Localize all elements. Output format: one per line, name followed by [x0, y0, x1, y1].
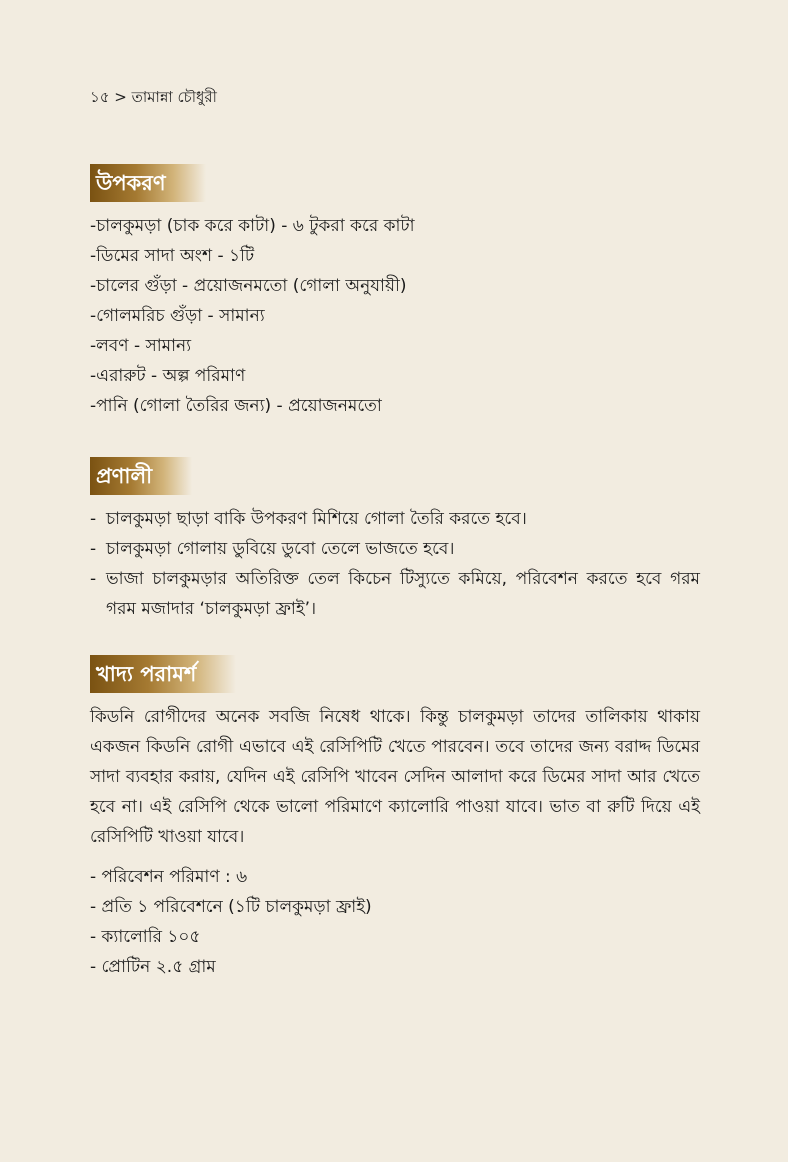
fact-item: - প্রতি ১ পরিবেশনে (১টি চালকুমড়া ফ্রাই)	[90, 897, 372, 917]
nutrition-facts	[90, 862, 372, 982]
step-text: চালকুমড়া গোলায় ডুবিয়ে ডুবো তেলে ভাজতে হবে।	[106, 539, 455, 559]
method-step	[90, 504, 700, 534]
method-steps	[90, 504, 700, 624]
advice-heading: খাদ্য পরামর্শ	[90, 655, 236, 693]
step-dash: -	[90, 569, 97, 589]
advice-paragraph: কিডনি রোগীদের অনেক সবজি নিষেধ থাকে। কিন্তু চালকুমড়া তাদের তালিকায় থাকায় একজন কিডনি রোগী এভাবে এই রেসিপিটি খেতে পারবেন। তবে তাদের জন্য বরাদ্দ ডিমের সাদা ব্যবহার করায়, যেদিন এই রেসিপি খাবেন সেদিন আলাদা করে ডিমের সাদা আর খেতে হবে না। এই রেসিপি থেকে ভালো পরিমাণে ক্যালোরি পাওয়া যাবে। ভাত বা রুটি দিয়ে এই রেসিপিটি খাওয়া যাবে।	[90, 707, 700, 847]
ingredients-list	[90, 211, 415, 421]
method-heading: প্রণালী	[90, 457, 192, 495]
step-dash: -	[90, 539, 97, 559]
fact-item: - পরিবেশন পরিমাণ : ৬	[90, 867, 248, 887]
page-header: ১৫ > তামান্না চৌধুরী	[90, 88, 217, 106]
ingredient-item: -পানি (গোলা তৈরির জন্য) - প্রয়োজনমতো	[90, 396, 382, 416]
fact-item: - প্রোটিন ২.৫ গ্রাম	[90, 957, 216, 977]
step-text: চালকুমড়া ছাড়া বাকি উপকরণ মিশিয়ে গোলা তৈরি করতে হবে।	[106, 509, 527, 529]
ingredient-item: -গোলমরিচ গুঁড়া - সামান্য	[90, 306, 265, 326]
method-step	[90, 534, 700, 564]
ingredient-item: -চালকুমড়া (চাক করে কাটা) - ৬ টুকরা করে কাটা	[90, 216, 415, 236]
fact-item: - ক্যালোরি ১০৫	[90, 927, 201, 947]
ingredient-item: -লবণ - সামান্য	[90, 336, 192, 356]
ingredient-item: -চালের গুঁড়া - প্রয়োজনমতো (গোলা অনুযায়ী)	[90, 276, 407, 296]
method-step	[90, 564, 700, 624]
ingredients-heading: উপকরণ	[90, 164, 206, 202]
step-dash: -	[90, 509, 97, 529]
step-text: ভাজা চালকুমড়ার অতিরিক্ত তেল কিচেন টিস্যুতে কমিয়ে, পরিবেশন করতে হবে গরম গরম মজাদার ‘চালকুমড়া ফ্রাই’।	[106, 569, 700, 619]
ingredient-item: -এরারুট - অল্প পরিমাণ	[90, 366, 246, 386]
ingredient-item: -ডিমের সাদা অংশ - ১টি	[90, 246, 255, 266]
